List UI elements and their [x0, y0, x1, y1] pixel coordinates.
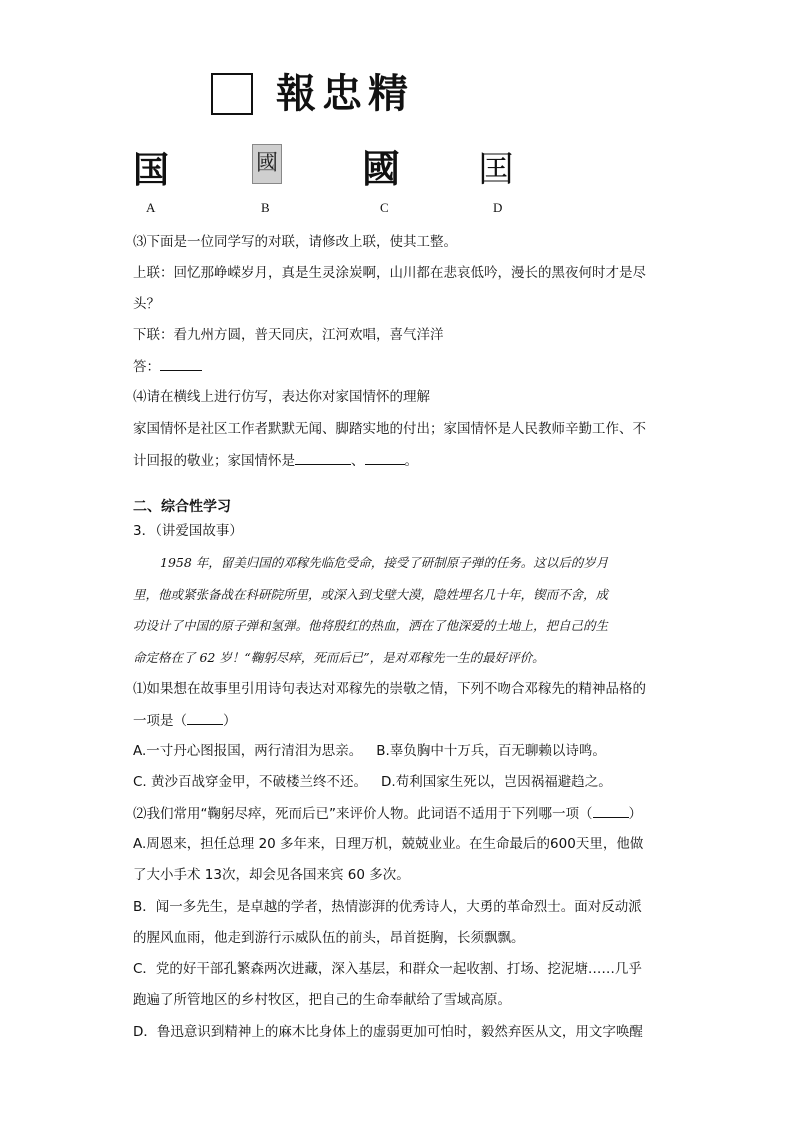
sub2-option-a-line-2: 了大小手术 13次，却会见各国来宾 60 多次。: [133, 867, 410, 883]
q4-blank-2[interactable]: [365, 450, 405, 465]
q4-text-start: 计回报的敬业；家国情怀是: [133, 453, 295, 469]
sub1-prompt-start: 一项是（: [133, 713, 187, 729]
title-characters: 報忠精: [276, 70, 414, 117]
q4-end: 。: [404, 453, 418, 469]
option-a-label: A: [146, 200, 156, 215]
sub2-prompt-text: ⑵我们常用“鞠躬尽瘁，死而后已”来评价人物。此词语不适用于下列哪一项（: [133, 806, 593, 822]
q3-answer-blank[interactable]: [160, 356, 202, 371]
option-b-seal-image: [252, 144, 282, 184]
sub1-option-b: B.辜负胸中十万兵，百无聊赖以诗鸣。: [376, 743, 606, 759]
q4-text-line-1: 家国情怀是社区工作者默默无闻、脚踏实地的付出；家国情怀是人民教师辛勤工作、不: [133, 421, 646, 437]
sub1-prompt-line-2: [133, 710, 237, 731]
sub1-options-row-2: [133, 772, 612, 792]
sub2-answer-blank[interactable]: [593, 803, 629, 818]
sub1-option-d: D.苟利国家生死以，岂因祸福避趋之。: [381, 774, 612, 790]
option-d-label: D: [493, 200, 503, 215]
sub1-prompt-end: ）: [223, 713, 237, 729]
sub2-option-c-line-2: 跑遍了所管地区的乡村牧区，把自己的生命奉献给了雪域高原。: [133, 992, 511, 1008]
q3-upper-line-1: 上联：回忆那峥嵘岁月，真是生灵涂炭啊，山川都在悲哀低吟，漫长的黑夜何时才是尽: [133, 265, 646, 281]
sub2-prompt: [133, 803, 642, 824]
passage-line-2: 里，他或紧张备战在科研院所里，或深入到戈壁大漠，隐姓埋名几十年，锲而不舍，成: [133, 587, 609, 602]
sub1-options-row-1: [133, 741, 606, 761]
question-number: 3．（讲爱国故事）: [133, 523, 243, 539]
sub2-option-a-line-1: A.周恩来，担任总理 20 多年来，日理万机，兢兢业业。在生命最后的600天里，他做: [133, 836, 644, 852]
q3-answer-line: [133, 356, 202, 377]
answer-box: [211, 73, 253, 115]
sub1-option-a: A.一寸丹心图报国，两行清泪为思亲。: [133, 743, 363, 759]
sub1-option-c: C. 黄沙百战穿金甲，不破楼兰终不还。: [133, 774, 368, 790]
q3-answer-label: 答：: [133, 359, 160, 375]
option-c-label: C: [380, 200, 389, 215]
sub2-prompt-end: ）: [628, 806, 642, 822]
option-a-char: 国: [133, 149, 170, 191]
q3-prompt: ⑶下面是一位同学写的对联，请修改上联，使其工整。: [133, 234, 457, 250]
sub2-option-d-line-1: D．鲁迅意识到精神上的麻木比身体上的虚弱更加可怕时，毅然弃医从文，用文字唤醒: [133, 1024, 643, 1040]
q4-separator: 、: [351, 453, 365, 469]
sub2-option-c-line-1: C．党的好干部孔繁森两次进藏，深入基层，和群众一起收割、打场、挖泥塘……几乎: [133, 961, 642, 977]
sub1-answer-blank[interactable]: [187, 710, 223, 725]
passage-line-1: 1958 年，留美归国的邓稼先临危受命，接受了研制原子弹的任务。这以后的岁月: [160, 555, 609, 570]
passage-line-3: 功设计了中国的原子弹和氢弹。他将殷红的热血，洒在了他深爱的土地上，把自己的生: [133, 618, 609, 633]
q3-lower: 下联：看九州方圆，普天同庆，江河欢唱，喜气洋洋: [133, 327, 444, 343]
q3-upper-line-2: 头？: [133, 296, 160, 312]
q4-blank-1[interactable]: [295, 450, 351, 465]
option-b-label: B: [261, 200, 270, 215]
section-heading: 二、综合性学习: [133, 499, 231, 515]
sub2-option-b-line-2: 的腥风血雨，他走到游行示威队伍的前头，昂首挺胸，长须飘飘。: [133, 930, 525, 946]
passage-line-4: 命定格在了 62 岁！“鞠躬尽瘁，死而后已”，是对邓稼先一生的最好评价。: [133, 650, 545, 665]
q4-prompt: ⑷请在横线上进行仿写，表达你对家国情怀的理解: [133, 389, 430, 405]
option-b-char: 國: [255, 151, 278, 176]
sub2-option-b-line-1: B．闻一多先生，是卓越的学者，热情澎湃的优秀诗人，大勇的革命烈士。面对反动派: [133, 899, 642, 915]
option-c-char: 國: [362, 146, 401, 191]
q4-text-line-2: [133, 450, 418, 471]
sub1-prompt-line-1: ⑴如果想在故事里引用诗句表达对邓稼先的崇敬之情，下列不吻合邓稼先的精神品格的: [133, 681, 646, 697]
option-d-char: 囯: [478, 149, 515, 190]
